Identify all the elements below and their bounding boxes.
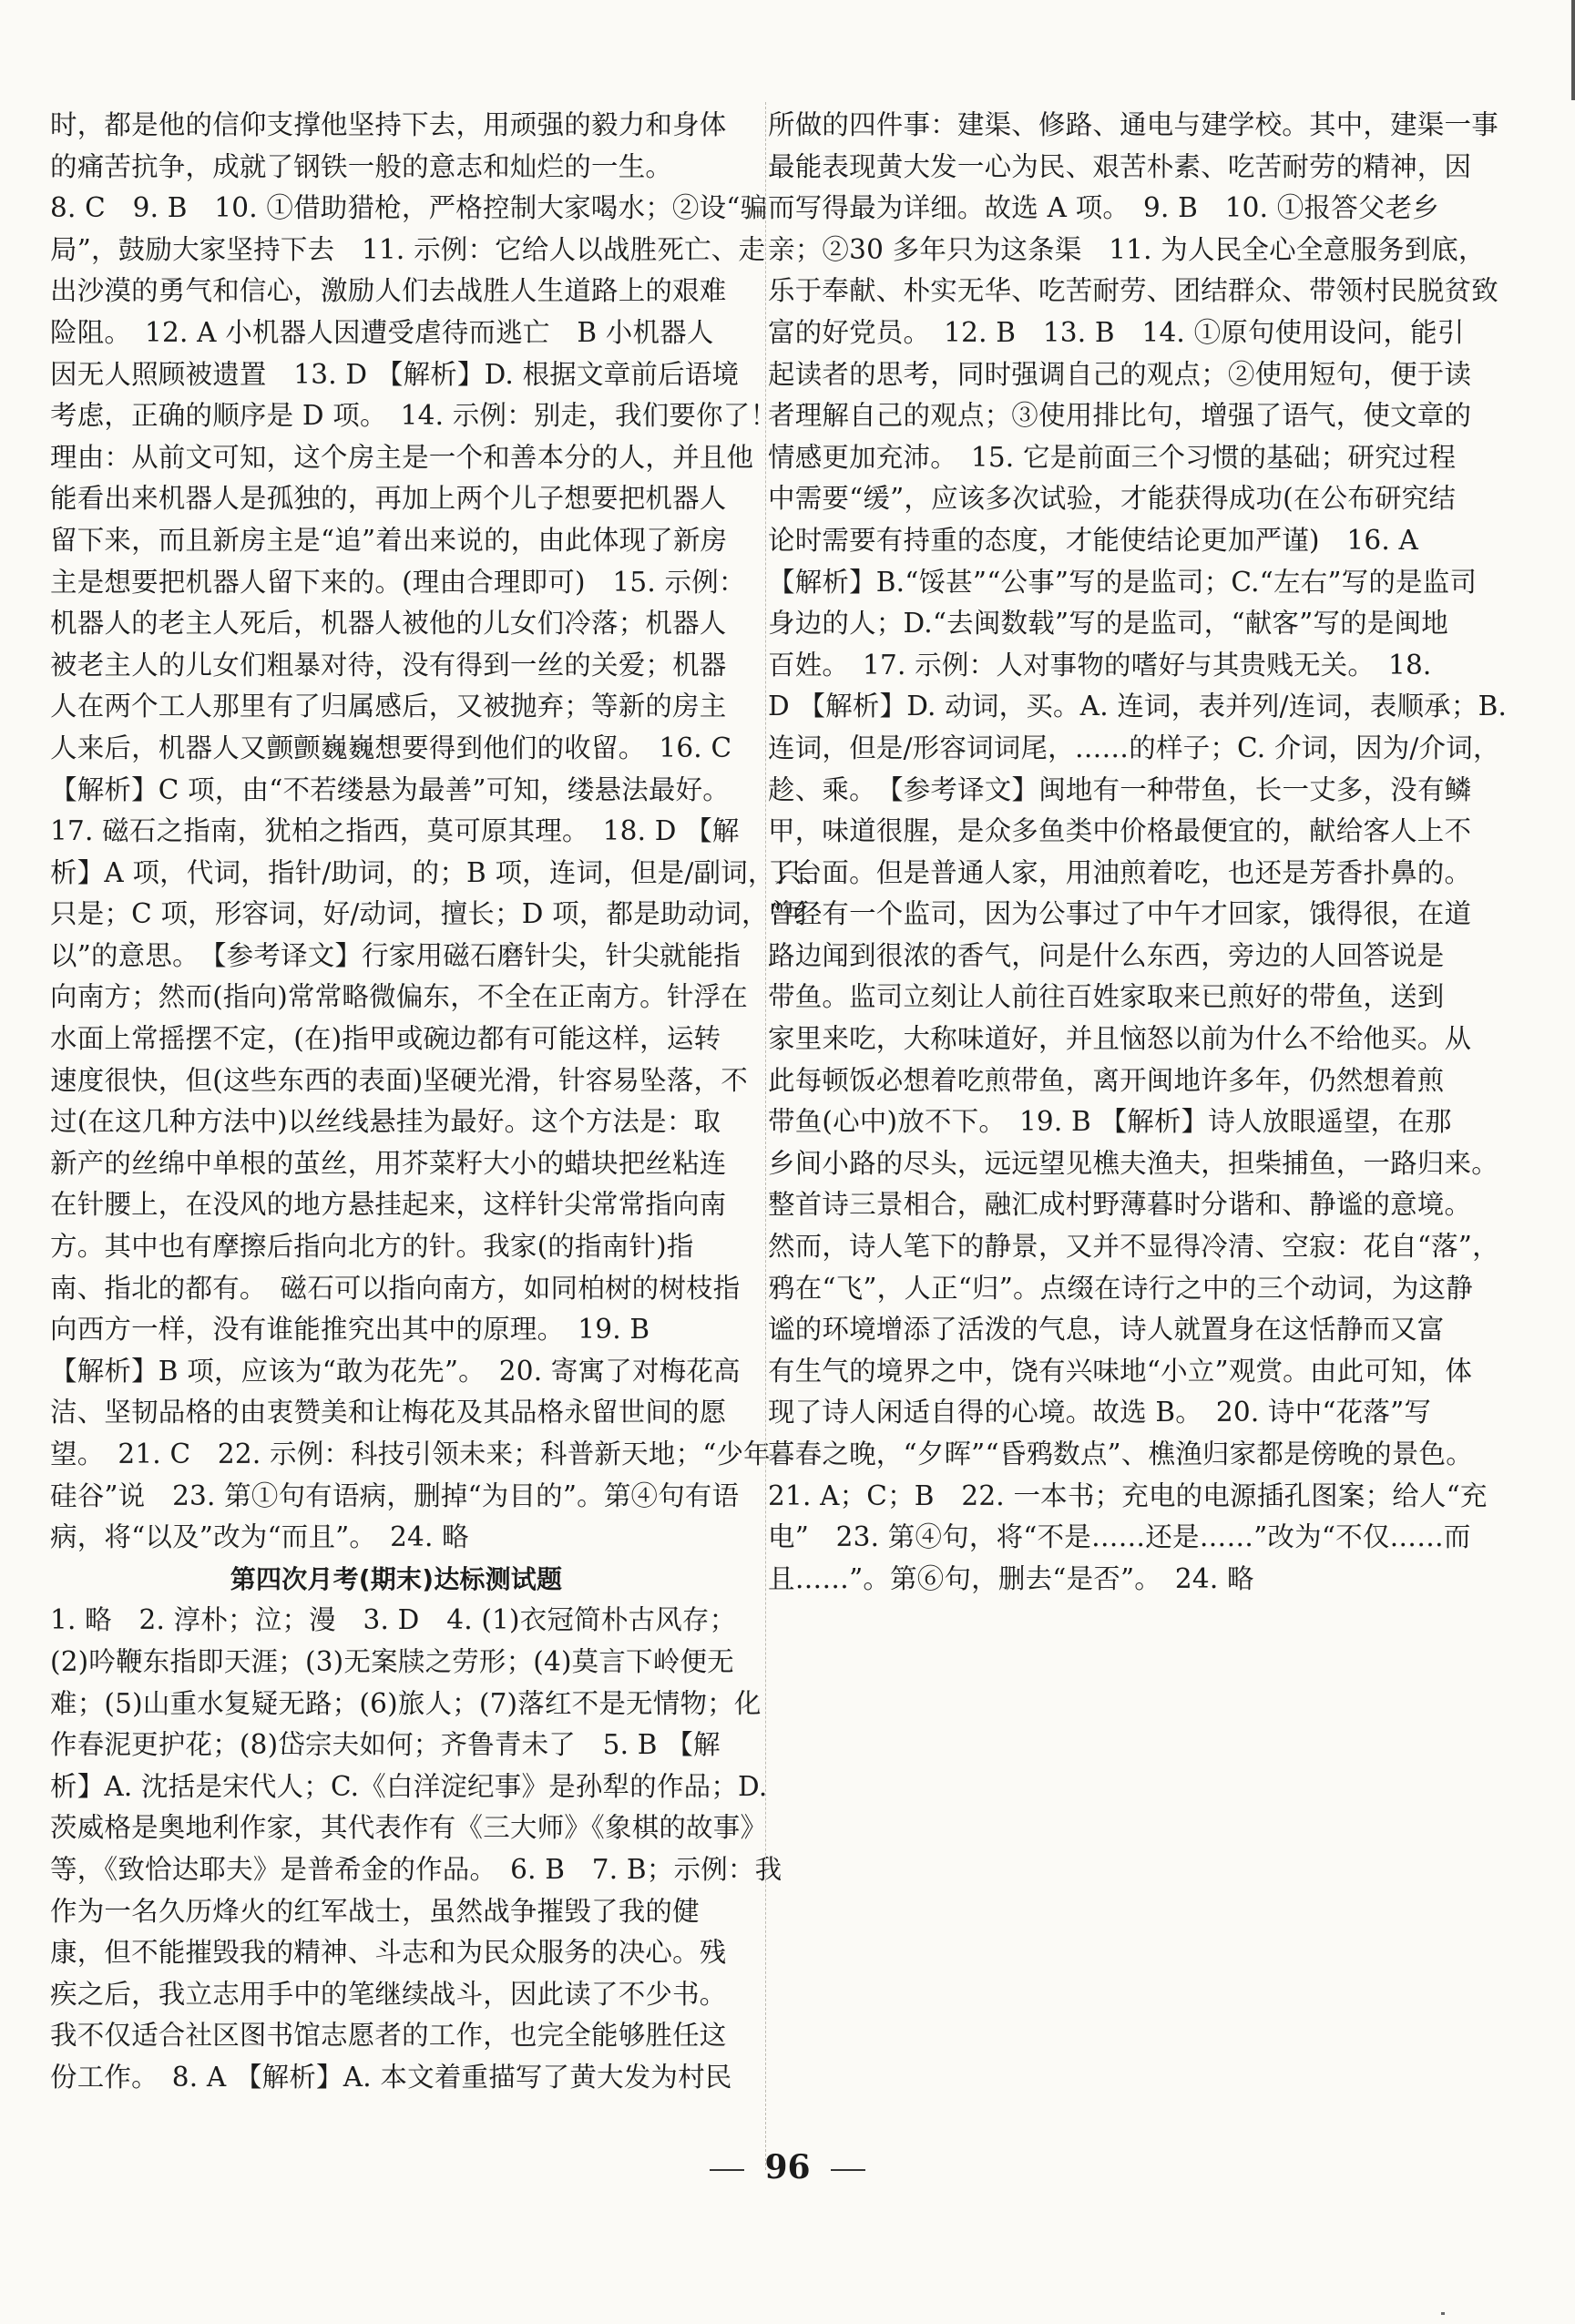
text-line: 路边闻到很浓的香气，问是什么东西，旁边的人回答说是 xyxy=(768,939,1445,971)
text-line: 连词，但是/形容词词尾，……的样子；C. 介词，因为/介词， xyxy=(768,732,1500,763)
text-line: 我不仅适合社区图书馆志愿者的工作，也完全能够胜任这 xyxy=(50,2020,727,2052)
text-line: 乡间小路的尽头，远远望见樵夫渔夫，担柴捕鱼，一路归来。 xyxy=(768,1147,1498,1179)
text-line: 病，将“以及”改为“而且”。 24. 略 xyxy=(50,1521,469,1553)
text-line: 的痛苦抗争，成就了钢铁一般的意志和灿烂的一生。 xyxy=(50,150,673,182)
page-edge-mark xyxy=(1571,0,1575,100)
text-line: 向南方；然而(指向)常常略微偏东，不全在正南方。针浮在 xyxy=(50,981,748,1013)
text-line: 然而，诗人笔下的静景，又并不显得冷清、空寂：花自“落”， xyxy=(768,1231,1499,1263)
text-line: 有生气的境界之中，饶有兴味地“小立”观赏。由此可知，体 xyxy=(768,1355,1473,1387)
text-line: 考虑，正确的顺序是 D 项。 14. 示例：别走，我们要你了！ xyxy=(50,400,778,432)
text-line: 出沙漠的勇气和信心，激励人们去战胜人生道路上的艰难 xyxy=(50,275,727,307)
text-line: 主是想要把机器人留下来的。(理由合理即可) 15. 示例： xyxy=(50,566,746,598)
left-column xyxy=(50,105,830,2099)
column-divider xyxy=(765,102,766,2170)
text-line: 水面上常摇摆不定，(在)指甲或碗边都有可能这样，运转 xyxy=(50,1023,721,1055)
text-line: 速度很快，但(这些东西的表面)坚硬光滑，针容易坠落，不 xyxy=(50,1064,748,1096)
text-line: 以”的意思。 【参考译文】行家用磁石磨针尖，针尖就能指 xyxy=(50,939,741,971)
text-line: 21. A；C；B 22. 一本书；充电的电源插孔图案；给人“充 xyxy=(768,1479,1488,1511)
text-line: 作为一名久历烽火的红军战士，虽然战争摧毁了我的健 xyxy=(50,1895,700,1927)
text-line: 8. C 9. B 10. ①借助猎枪，严格控制大家喝水；②设“骗 xyxy=(50,192,768,224)
text-line: 情感更加充沛。 15. 它是前面三个习惯的基础；研究过程 xyxy=(768,441,1457,473)
text-line: 难；(5)山重水复疑无路；(6)旅人；(7)落红不是无情物；化 xyxy=(50,1687,762,1719)
text-line: 望。 21. C 22. 示例：科技引领未来；科普新天地；“少年 xyxy=(50,1438,771,1469)
text-line: 论时需要有持重的态度，才能使结论更加严谨) 16. A xyxy=(768,524,1419,556)
text-line: 茨威格是奥地利作家，其代表作有《三大师》《象棋的故事》 xyxy=(50,1812,768,1844)
text-line: 因无人照顾被遗置 13. D 【解析】D. 根据文章前后语境 xyxy=(50,358,740,390)
text-line: 且……”。第⑥句，删去“是否”。 24. 略 xyxy=(768,1562,1254,1594)
page-number-dash-left xyxy=(710,2169,744,2171)
text-line: 中需要“缓”，应该多次试验，才能获得成功(在公布研究结 xyxy=(768,483,1457,515)
text-line: 局”，鼓励大家坚持下去 11. 示例：它给人以战胜死亡、走 xyxy=(50,233,766,265)
text-line: 能看出来机器人是孤独的，再加上两个儿子想要把机器人 xyxy=(50,483,727,515)
section-title: 第四次月考(期末)达标测试题 xyxy=(230,1563,563,1594)
text-line: 【解析】B.“馁甚”“公事”写的是监司；C.“左右”写的是监司 xyxy=(768,566,1478,598)
text-line: 【解析】B 项，应该为“敢为花先”。 20. 寄寓了对梅花高 xyxy=(50,1355,741,1387)
text-line: 时，都是他的信仰支撑他坚持下去，用顽强的毅力和身体 xyxy=(50,109,727,140)
text-line: 康，但不能摧毁我的精神、斗志和为民众服务的决心。残 xyxy=(50,1937,727,1969)
text-line: 只是；C 项，形容词，好/动词，擅长；D 项，都是助动词，“可 xyxy=(50,898,810,930)
page-number-value: 96 xyxy=(764,2148,811,2186)
text-line: 电” 23. 第④句，将“不是……还是……”改为“不仅……而 xyxy=(768,1521,1471,1553)
text-line: 百姓。 17. 示例：人对事物的嗜好与其贵贱无关。 18. xyxy=(768,649,1432,681)
text-line: 析】A 项，代词，指针/助词，的；B 项，连词，但是/副词，只、 xyxy=(50,856,830,888)
text-line: 带鱼(心中)放不下。 19. B 【解析】诗人放眼遥望，在那 xyxy=(768,1106,1452,1138)
text-line: 起读者的思考，同时强调自己的观点；②使用短句，便于读 xyxy=(768,358,1472,390)
text-line: 现了诗人闲适自得的心境。故选 B。 20. 诗中“花落”写 xyxy=(768,1397,1432,1428)
text-line: 险阻。 12. A 小机器人因遭受虐待而逃亡 B 小机器人 xyxy=(50,316,714,348)
text-line: 亲；②30 多年只为这条渠 11. 为人民全心全意服务到底， xyxy=(768,233,1486,265)
text-line: 而写得最为详细。故选 A 项。 9. B 10. ①报答父老乡 xyxy=(768,192,1440,224)
text-line: 曾经有一个监司，因为公事过了中午才回家，饿得很，在道 xyxy=(768,898,1472,930)
right-column xyxy=(768,105,1508,1600)
text-line: 析】A. 沈括是宋代人；C.《白洋淀纪事》是孙犁的作品；D. xyxy=(50,1770,768,1802)
text-line: 此每顿饭必想着吃煎带鱼，离开闽地许多年，仍然想着煎 xyxy=(768,1064,1445,1096)
text-line: 硅谷”说 23. 第①句有语病，删掉“为目的”。第④句有语 xyxy=(50,1479,740,1511)
text-line: D 【解析】D. 动词，买。A. 连词，表并列/连词，表顺承；B. xyxy=(768,691,1508,722)
text-line: 被老主人的儿女们粗暴对待，没有得到一丝的关爱；机器 xyxy=(50,649,727,681)
text-line: 【解析】C 项，由“不若缕悬为最善”可知，缕悬法最好。 xyxy=(50,773,731,805)
text-line: 家里来吃，大称味道好，并且恼怒以前为什么不给他买。从 xyxy=(768,1023,1472,1055)
text-line: 1. 略 2. 淳朴；泣；漫 3. D 4. (1)衣冠简朴古风存； xyxy=(50,1604,737,1636)
page-number-dash-right xyxy=(831,2169,865,2171)
text-line: 甲，味道很腥，是众多鱼类中价格最便宜的，献给客人上不 xyxy=(768,815,1472,847)
text-line: 留下来，而且新房主是“追”着出来说的，由此体现了新房 xyxy=(50,524,728,556)
text-line: (2)吟鞭东指即天涯；(3)无案牍之劳形；(4)莫言下岭便无 xyxy=(50,1645,734,1677)
text-line: 所做的四件事：建渠、修路、通电与建学校。其中，建渠一事 xyxy=(768,109,1498,140)
text-line: 身边的人；D.“去闽数载”写的是监司，“献客”写的是闽地 xyxy=(768,608,1448,640)
text-line: 疾之后，我立志用手中的笔继续战斗，因此读了不少书。 xyxy=(50,1978,727,2010)
text-line: 洁、坚韧品格的由衷赞美和让梅花及其品格永留世间的愿 xyxy=(50,1397,727,1428)
text-line: 向西方一样，没有谁能推究出其中的原理。 19. B xyxy=(50,1314,650,1346)
text-line: 趁、乘。 【参考译文】闽地有一种带鱼，长一丈多，没有鳞 xyxy=(768,773,1472,805)
text-line: 方。其中也有摩擦后指向北方的针。我家(的指南针)指 xyxy=(50,1231,694,1263)
text-line: 了台面。但是普通人家，用油煎着吃，也还是芳香扑鼻的。 xyxy=(768,856,1472,888)
text-line: 人来后，机器人又颤颤巍巍想要得到他们的收留。 16. C xyxy=(50,732,732,763)
text-line: 整首诗三景相合，融汇成村野薄暮时分谐和、静谧的意境。 xyxy=(768,1189,1472,1221)
text-line: 鸦在“飞”，人正“归”。点缀在诗行之中的三个动词，为这静 xyxy=(768,1272,1473,1304)
text-line: 份工作。 8. A 【解析】A. 本文着重描写了黄大发为村民 xyxy=(50,2061,732,2093)
text-line: 17. 磁石之指南，犹柏之指西，莫可原其理。 18. D 【解 xyxy=(50,815,740,847)
text-line: 暮春之晚，“夕晖”“昏鸦数点”、樵渔归家都是傍晚的景色。 xyxy=(768,1438,1473,1469)
text-line: 等，《致恰达耶夫》是普希金的作品。 6. B 7. B；示例：我 xyxy=(50,1853,782,1885)
text-line: 新产的丝绵中单根的茧丝，用芥菜籽大小的蜡块把丝粘连 xyxy=(50,1147,727,1179)
text-line: 南、指北的都有。 磁石可以指向南方，如同柏树的树枝指 xyxy=(50,1272,741,1304)
text-line: 人在两个工人那里有了归属感后，又被抛弃；等新的房主 xyxy=(50,691,727,722)
text-line: 作春泥更护花；(8)岱宗夫如何；齐鲁青未了 5. B 【解 xyxy=(50,1729,721,1761)
scan-dot-mark xyxy=(1441,2312,1445,2315)
text-line: 谧的环境增添了活泼的气息，诗人就置身在这恬静而又富 xyxy=(768,1314,1445,1346)
text-line: 富的好党员。 12. B 13. B 14. ①原句使用设问，能引 xyxy=(768,316,1465,348)
text-line: 在针腰上，在没风的地方悬挂起来，这样针尖常常指向南 xyxy=(50,1189,727,1221)
text-line: 最能表现黄大发一心为民、艰苦朴素、吃苦耐劳的精神，因 xyxy=(768,150,1472,182)
text-line: 理由：从前文可知，这个房主是一个和善本分的人，并且他 xyxy=(50,441,754,473)
page-number xyxy=(0,2148,1575,2186)
text-line: 带鱼。监司立刻让人前往百姓家取来已煎好的带鱼，送到 xyxy=(768,981,1445,1013)
text-line: 机器人的老主人死后，机器人被他的儿女们冷落；机器人 xyxy=(50,608,727,640)
text-line: 过(在这几种方法中)以丝线悬挂为最好。这个方法是：取 xyxy=(50,1106,721,1138)
text-line: 乐于奉献、朴实无华、吃苦耐劳、团结群众、带领村民脱贫致 xyxy=(768,275,1498,307)
text-line: 者理解自己的观点；③使用排比句，增强了语气，使文章的 xyxy=(768,400,1472,432)
